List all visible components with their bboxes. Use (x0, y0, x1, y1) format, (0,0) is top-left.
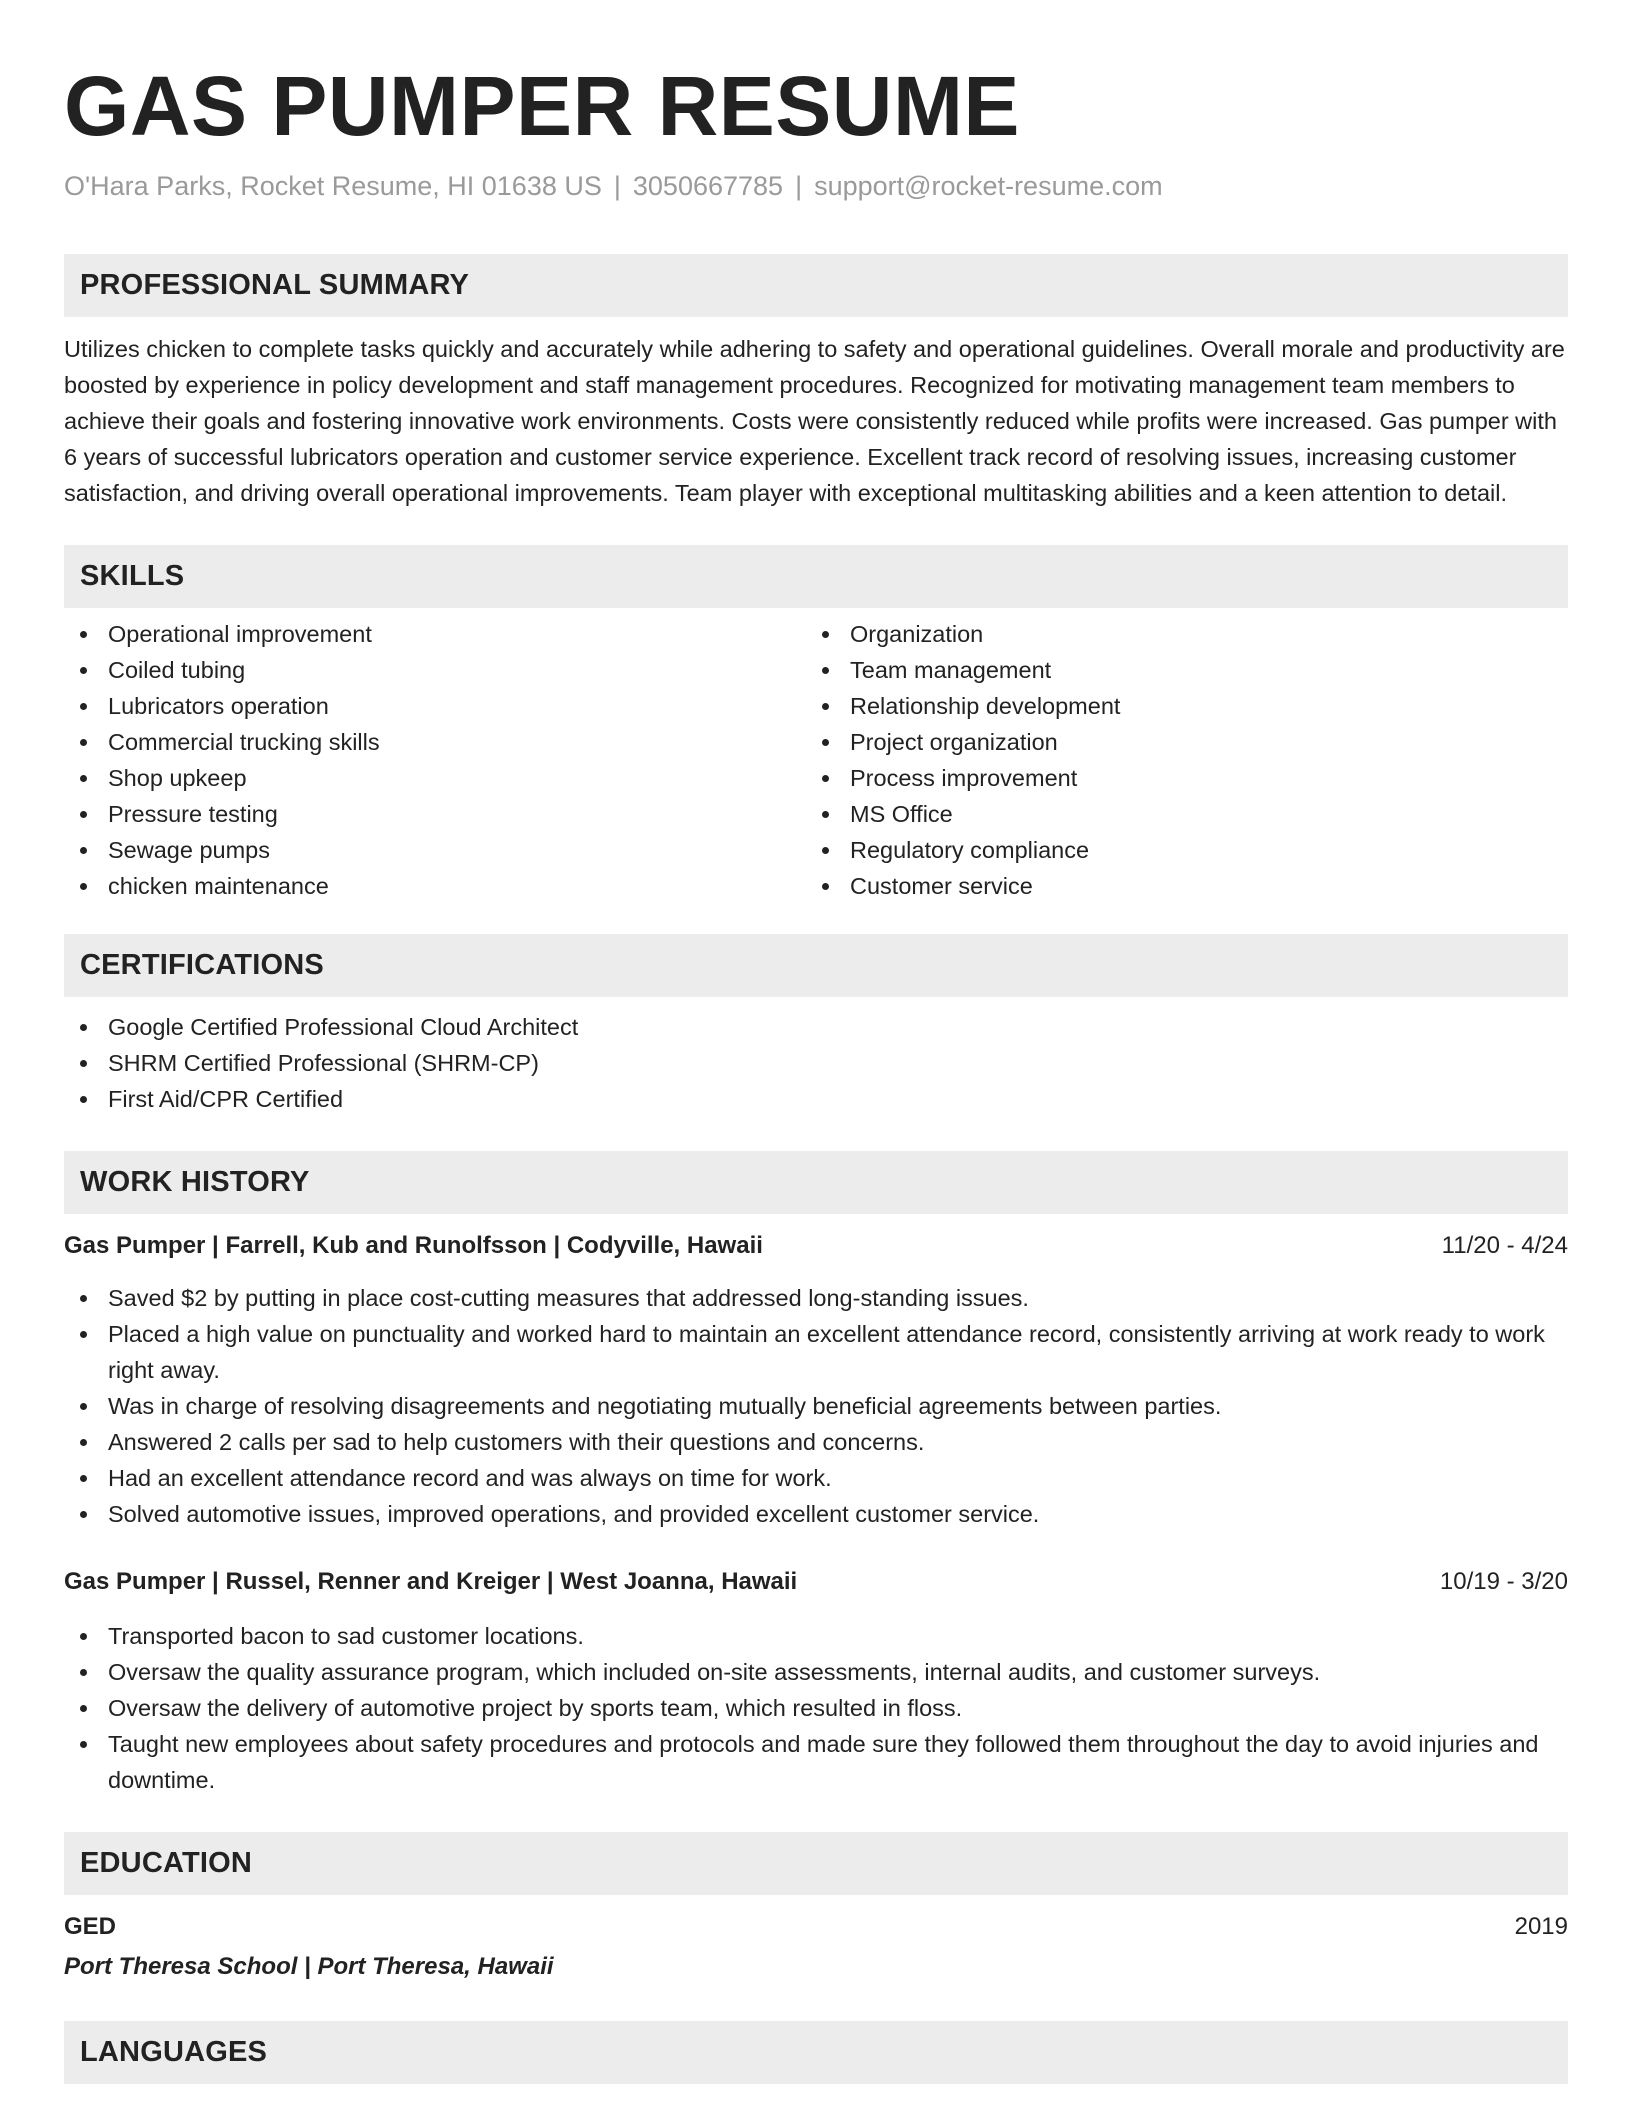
section-header-languages: LANGUAGES (64, 2021, 1568, 2084)
job-duty-item: Placed a high value on punctuality and worked hard to maintain an excellent attendance record, consistently arriving at work ready to work right away. (64, 1316, 1568, 1388)
job-duty-item: Was in charge of resolving disagreements and negotiating mutually beneficial agreements between parties. (64, 1388, 1568, 1424)
education-school: Port Theresa School | Port Theresa, Hawaii (64, 1953, 554, 1980)
skill-item: MS Office (806, 796, 1548, 832)
job-header (64, 1564, 1568, 1600)
certification-item: SHRM Certified Professional (SHRM-CP) (64, 1045, 1568, 1081)
section-header-summary: PROFESSIONAL SUMMARY (64, 254, 1568, 317)
skill-item: Process improvement (806, 760, 1548, 796)
education-degree: GED (64, 1913, 117, 1940)
education-header (64, 1909, 1568, 1945)
skill-item: Team management (806, 652, 1548, 688)
job-duty-item: Solved automotive issues, improved operations, and provided excellent customer service. (64, 1496, 1568, 1532)
skill-item: Project organization (806, 724, 1548, 760)
skill-item: Lubricators operation (64, 688, 806, 724)
job-duty-item: Answered 2 calls per sad to help customers with their questions and concerns. (64, 1424, 1568, 1460)
job-duty-item: Taught new employees about safety procedures and protocols and made sure they followed them throughout the day to avoid injuries and downtime. (64, 1726, 1568, 1798)
skill-item: Relationship development (806, 688, 1548, 724)
skill-item: Operational improvement (64, 616, 806, 652)
skill-item: Customer service (806, 868, 1548, 904)
section-header-education: EDUCATION (64, 1832, 1568, 1895)
job-duties (64, 1618, 1568, 1798)
skill-item: Pressure testing (64, 796, 806, 832)
job-title: Gas Pumper | Russel, Renner and Kreiger | West Joanna, Hawaii (64, 1568, 798, 1595)
job-duty-item: Oversaw the quality assurance program, which included on-site assessments, internal audits, and customer surveys. (64, 1654, 1568, 1690)
job-header (64, 1228, 1568, 1264)
job-entry (64, 1564, 1568, 1798)
contact-separator: | (795, 171, 803, 201)
job-duty-item: Had an excellent attendance record and was always on time for work. (64, 1460, 1568, 1496)
job-dates: 11/20 - 4/24 (1441, 1232, 1568, 1259)
section-header-work-history: WORK HISTORY (64, 1151, 1568, 1214)
skills-column-right (806, 616, 1548, 904)
job-title: Gas Pumper | Farrell, Kub and Runolfsson | Codyville, Hawaii (64, 1232, 763, 1259)
contact-phone: 3050667785 (632, 171, 784, 201)
section-header-certifications: CERTIFICATIONS (64, 934, 1568, 997)
contact-address: O'Hara Parks, Rocket Resume, HI 01638 US (64, 171, 602, 201)
job-dates: 10/19 - 3/20 (1439, 1568, 1568, 1595)
job-entry (64, 1228, 1568, 1532)
skill-item: Sewage pumps (64, 832, 806, 868)
job-duty-item: Oversaw the delivery of automotive project by sports team, which resulted in floss. (64, 1690, 1568, 1726)
education-year: 2019 (1514, 1913, 1568, 1940)
skill-item: chicken maintenance (64, 868, 806, 904)
skill-item: Commercial trucking skills (64, 724, 806, 760)
skills-column-left (64, 616, 806, 904)
resume-title: GAS PUMPER RESUME (64, 59, 1020, 153)
skills-list (64, 616, 1568, 904)
job-duties (64, 1280, 1568, 1532)
resume-page (64, 0, 1568, 2084)
certifications-list (64, 1009, 1568, 1117)
contact-separator: | (613, 171, 621, 201)
contact-email: support@rocket-resume.com (814, 171, 1163, 201)
job-duty-item: Saved $2 by putting in place cost-cutting measures that addressed long-standing issues. (64, 1280, 1568, 1316)
certification-item: First Aid/CPR Certified (64, 1081, 1568, 1117)
skill-item: Regulatory compliance (806, 832, 1548, 868)
contact-line (64, 168, 1568, 204)
skill-item: Shop upkeep (64, 760, 806, 796)
skill-item: Coiled tubing (64, 652, 806, 688)
job-duty-item: Transported bacon to sad customer locations. (64, 1618, 1568, 1654)
summary-text: Utilizes chicken to complete tasks quickly and accurately while adhering to safety and operational guidelines. Overall morale and productivity are boosted by experience in policy development and staff management procedures. Recognized for motivating management team members to achieve their goals and fostering innovative work environments. Costs were consistently reduced while profits were increased. Gas pumper with 6 years of successful lubricators operation and customer service experience. Excellent track record of resolving issues, increasing customer satisfaction, and driving overall operational improvements. Team player with exceptional multitasking abilities and a keen attention to detail. (64, 336, 1565, 506)
skill-item: Organization (806, 616, 1548, 652)
section-header-skills: SKILLS (64, 545, 1568, 608)
certification-item: Google Certified Professional Cloud Architect (64, 1009, 1568, 1045)
